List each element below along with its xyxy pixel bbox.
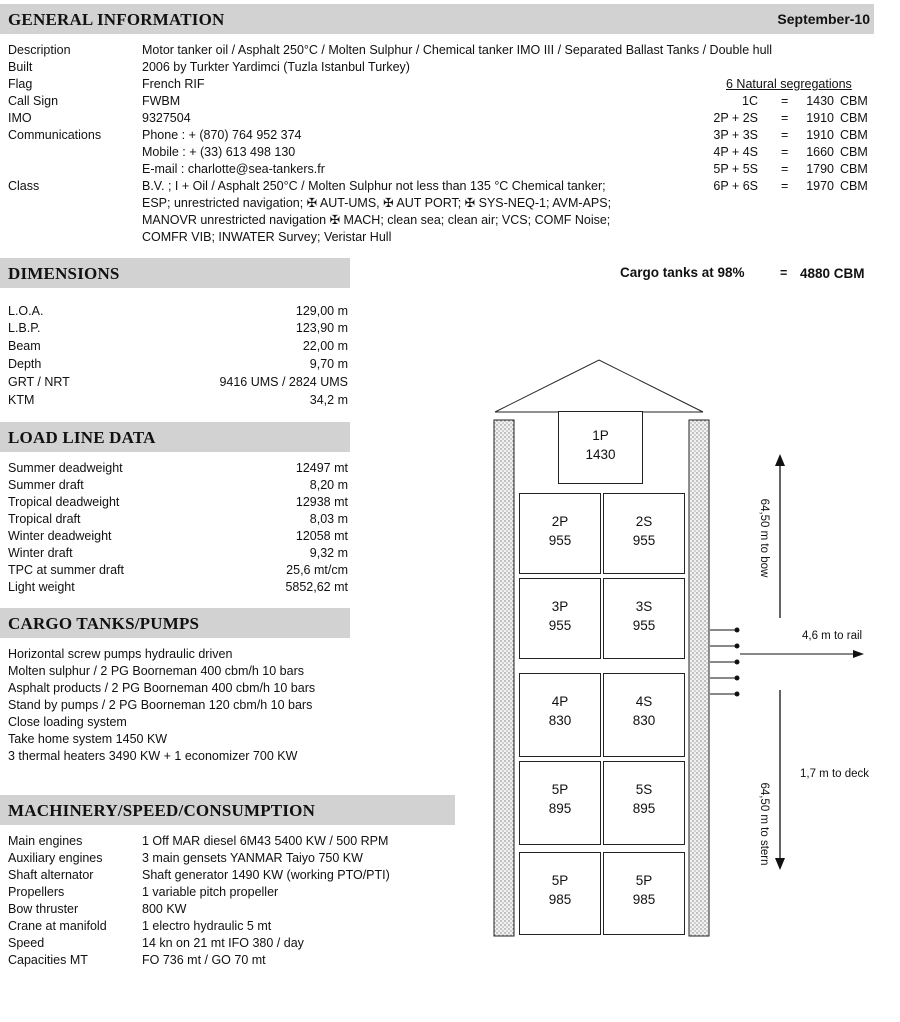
info-value: COMFR VIB; INWATER Survey; Veristar Hull — [142, 230, 392, 244]
seg-unit: CBM — [840, 179, 868, 193]
loadline-label: Tropical draft — [8, 512, 81, 526]
machinery-value: 800 KW — [142, 902, 187, 916]
info-value: B.V. ; I + Oil / Asphalt 250°C / Molten Sulphur not less than 135 °C Chemical tanker; — [142, 179, 606, 193]
machinery-value: FO 736 mt / GO 70 mt — [142, 953, 266, 967]
dim-label: Beam — [8, 339, 41, 353]
seg-eq: = — [781, 162, 789, 176]
seg-value: 1430 — [806, 94, 834, 108]
machinery-label: Bow thruster — [8, 902, 79, 916]
cargo-title: CARGO TANKS/PUMPS — [8, 614, 200, 633]
tank-name: 2P — [551, 514, 569, 529]
machinery-label: Capacities MT — [8, 953, 88, 967]
loadline-value: 8,20 m — [309, 478, 348, 492]
tank-capacity: 985 — [632, 892, 656, 907]
tank-2s — [603, 493, 685, 574]
tank-1p — [558, 411, 643, 484]
loadline-label: Tropical deadweight — [8, 495, 120, 509]
seg-eq: = — [781, 179, 789, 193]
cargo-line: Horizontal screw pumps hydraulic driven — [8, 647, 233, 661]
dimensions-title: DIMENSIONS — [8, 264, 120, 283]
dim-value: 9416 UMS / 2824 UMS — [219, 375, 348, 389]
rail-distance-label: 4,6 m to rail — [802, 630, 863, 642]
info-label: Flag — [8, 77, 33, 91]
dim-value: 129,00 m — [295, 304, 348, 318]
info-value: French RIF — [142, 77, 205, 91]
seg-unit: CBM — [840, 162, 868, 176]
tank-4p — [519, 673, 601, 757]
tank-name: 2S — [635, 514, 653, 529]
cargo-line: 3 thermal heaters 3490 KW + 1 economizer 700 KW — [8, 749, 298, 763]
seg-eq: = — [781, 128, 789, 142]
loadline-value: 12938 mt — [295, 495, 348, 509]
loadline-value: 5852,62 mt — [285, 580, 348, 594]
port-wall — [494, 420, 514, 936]
tank-capacity: 830 — [548, 713, 572, 728]
seg-unit: CBM — [840, 145, 868, 159]
info-value: 2006 by Turkter Yardimci (Tuzla Istanbul Turkey) — [142, 60, 410, 74]
info-value: Motor tanker oil / Asphalt 250°C / Molten Sulphur / Chemical tanker IMO III / Separated Ballast Tanks / Double hull — [142, 43, 773, 57]
dim-label: L.B.P. — [8, 321, 41, 335]
tank-name: 5P — [551, 782, 569, 797]
info-label: IMO — [8, 111, 32, 125]
tank-name: 5S — [635, 782, 653, 797]
tank-capacity: 985 — [548, 892, 572, 907]
seg-tank: 6P + 6S — [713, 179, 758, 193]
seg-tank: 1C — [742, 94, 758, 108]
loadline-label: Winter deadweight — [8, 529, 112, 543]
loadline-value: 12058 mt — [295, 529, 348, 543]
dim-value: 34,2 m — [309, 393, 348, 407]
cargo-line: Stand by pumps / 2 PG Boorneman 120 cbm/h 10 bars — [8, 698, 313, 712]
loadline-label: Light weight — [8, 580, 75, 594]
tank-name: 4P — [551, 694, 569, 709]
cargo-total-label: Cargo tanks at 98% — [620, 265, 745, 280]
tank-2p — [519, 493, 601, 574]
seg-tank: 4P + 4S — [713, 145, 758, 159]
machinery-label: Shaft alternator — [8, 868, 94, 882]
dim-label: Depth — [8, 357, 42, 371]
tank-name: 3S — [635, 599, 653, 614]
info-value: Phone : + (870) 764 952 374 — [142, 128, 302, 142]
loadline-title: LOAD LINE DATA — [8, 428, 156, 447]
bow-distance-label: 64,50 m to bow — [758, 498, 770, 578]
dim-label: L.O.A. — [8, 304, 44, 318]
machinery-label: Propellers — [8, 885, 65, 899]
tank-5s — [603, 761, 685, 845]
seg-value: 1910 — [806, 128, 834, 142]
machinery-value: 3 main gensets YANMAR Taiyo 750 KW — [142, 851, 363, 865]
tank-capacity: 955 — [548, 618, 572, 633]
cargo-line: Take home system 1450 KW — [8, 732, 168, 746]
manifold-connections — [710, 628, 740, 697]
seg-tank: 5P + 5S — [713, 162, 758, 176]
tank-capacity: 1430 — [585, 447, 616, 462]
info-value: E-mail : charlotte@sea-tankers.fr — [142, 162, 325, 176]
dim-value: 9,70 m — [309, 357, 348, 371]
info-value: 9327504 — [142, 111, 191, 125]
cargo-line: Close loading system — [8, 715, 127, 729]
info-value: FWBM — [142, 94, 181, 108]
tank-name: 1P — [592, 428, 609, 443]
machinery-value: 1 electro hydraulic 5 mt — [142, 919, 272, 933]
loadline-value: 8,03 m — [309, 512, 348, 526]
dim-label: KTM — [8, 393, 35, 407]
dim-value: 22,00 m — [302, 339, 348, 353]
machinery-value: 1 Off MAR diesel 6M43 5400 KW / 500 RPM — [142, 834, 389, 848]
tank-capacity: 895 — [632, 801, 656, 816]
loadline-value: 9,32 m — [309, 546, 348, 560]
tank-4s — [603, 673, 685, 757]
seg-value: 1660 — [806, 145, 834, 159]
info-label: Built — [8, 60, 33, 74]
loadline-value: 12497 mt — [295, 461, 348, 475]
info-value: Mobile : + (33) 613 498 130 — [142, 145, 296, 159]
tank-capacity: 830 — [632, 713, 656, 728]
info-label: Description — [8, 43, 71, 57]
seg-value: 1970 — [806, 179, 834, 193]
machinery-title: MACHINERY/SPEED/CONSUMPTION — [8, 801, 316, 820]
machinery-value: 1 variable pitch propeller — [142, 885, 279, 899]
machinery-value: 14 kn on 21 mt IFO 380 / day — [142, 936, 304, 950]
seg-value: 1790 — [806, 162, 834, 176]
tank-6s — [603, 852, 685, 935]
info-label: Communications — [8, 128, 102, 142]
cargo-total-value: 4880 CBM — [800, 266, 865, 281]
date-label: September-10 — [777, 11, 870, 27]
seg-tank: 3P + 3S — [713, 128, 758, 142]
seg-tank: 2P + 2S — [713, 111, 758, 125]
starboard-wall — [689, 420, 709, 936]
tank-name: 4S — [635, 694, 653, 709]
seg-unit: CBM — [840, 128, 868, 142]
machinery-label: Speed — [8, 936, 45, 950]
loadline-label: Summer draft — [8, 478, 84, 492]
machinery-label: Crane at manifold — [8, 919, 107, 933]
seg-unit: CBM — [840, 111, 868, 125]
seg-unit: CBM — [840, 94, 868, 108]
tank-3p — [519, 578, 601, 659]
seg-eq: = — [781, 94, 789, 108]
info-value: MANOVR unrestricted navigation ✠ MACH; clean sea; clean air; VCS; COMF Noise; — [142, 213, 611, 227]
tank-5p — [519, 761, 601, 845]
cargo-total-eq: = — [780, 266, 788, 280]
machinery-value: Shaft generator 1490 KW (working PTO/PTI) — [142, 868, 390, 882]
tank-6p — [519, 852, 601, 935]
machinery-label: Auxiliary engines — [8, 851, 103, 865]
info-value: ESP; unrestricted navigation; ✠ AUT-UMS, ✠ AUT PORT; ✠ SYS-NEQ-1; AVM-APS; — [142, 196, 612, 210]
dim-value: 123,90 m — [295, 321, 348, 335]
tank-capacity: 955 — [548, 533, 572, 548]
seg-eq: = — [781, 111, 789, 125]
bow-roof — [495, 360, 703, 412]
loadline-label: Summer deadweight — [8, 461, 123, 475]
tank-capacity: 955 — [632, 618, 656, 633]
info-label: Call Sign — [8, 94, 59, 108]
tank-name: 5P — [551, 873, 569, 888]
seg-eq: = — [781, 145, 789, 159]
tank-name: 5P — [635, 873, 653, 888]
segregations-title: 6 Natural segregations — [726, 77, 852, 91]
stern-distance-label: 64,50 m to stern — [758, 782, 770, 866]
loadline-label: Winter draft — [8, 546, 73, 560]
tank-capacity: 895 — [548, 801, 572, 816]
loadline-label: TPC at summer draft — [8, 563, 124, 577]
cargo-line: Molten sulphur / 2 PG Boorneman 400 cbm/h 10 bars — [8, 664, 304, 678]
deck-distance-label: 1,7 m to deck — [800, 768, 870, 780]
tank-name: 3P — [551, 599, 569, 614]
machinery-label: Main engines — [8, 834, 83, 848]
seg-value: 1910 — [806, 111, 834, 125]
general-title: GENERAL INFORMATION — [8, 10, 225, 29]
cargo-line: Asphalt products / 2 PG Boorneman 400 cbm/h 10 bars — [8, 681, 316, 695]
tank-3s — [603, 578, 685, 659]
dim-label: GRT / NRT — [8, 375, 70, 389]
tank-capacity: 955 — [632, 533, 656, 548]
loadline-value: 25,6 mt/cm — [286, 563, 348, 577]
info-label: Class — [8, 179, 40, 193]
